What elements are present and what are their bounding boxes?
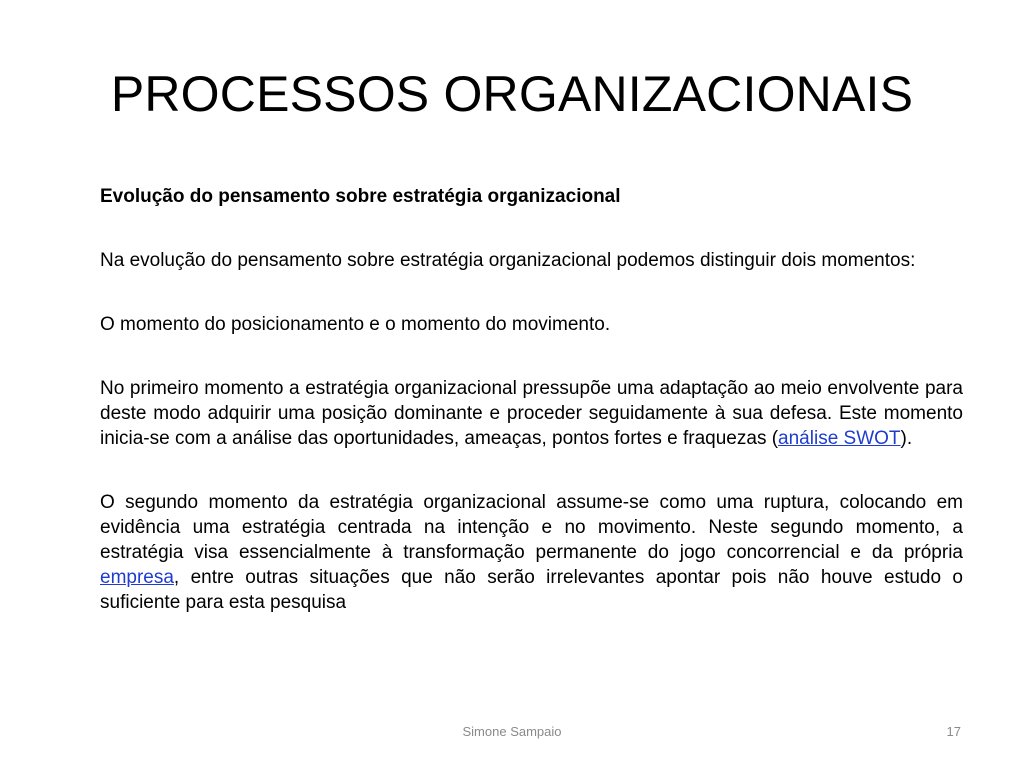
section-subtitle: Evolução do pensamento sobre estratégia organizacional [100, 186, 621, 207]
slide-content [100, 184, 963, 615]
footer-author: Simone Sampaio [462, 724, 562, 739]
paragraph-second-moment-text: O segundo momento da estratégia organizacional assume-se como uma ruptura, colocando em evidência uma estratégia centrada na intenção e no movimento. Neste segundo momento, a estratégia visa essencialmente à transformação permanente do jogo concorrencial e da própria [100, 492, 963, 563]
slide-title: PROCESSOS ORGANIZACIONAIS [110, 66, 914, 122]
paragraph-intro: Na evolução do pensamento sobre estratégia organizacional podemos distinguir dois momentos: [100, 250, 916, 271]
paragraph-moments: O momento do posicionamento e o momento do movimento. [100, 314, 611, 335]
paragraph-first-moment-text: No primeiro momento a estratégia organizacional pressupõe uma adaptação ao meio envolvente para deste modo adquirir uma posição dominante e proceder seguidamente à sua defesa. Este momento inicia-se com a análise das oportunidades, ameaças, pontos fortes e fraquezas ( [100, 378, 963, 449]
swot-analysis-link[interactable]: análise SWOT [778, 428, 901, 449]
empresa-link[interactable]: empresa [100, 567, 174, 588]
paragraph-second-moment [100, 490, 963, 615]
paragraph-second-moment-end: , entre outras situações que não serão irrelevantes apontar pois não houve estudo o suficiente para esta pesquisa [100, 567, 963, 613]
paragraph-first-moment [100, 376, 963, 451]
footer-page-number: 17 [946, 724, 961, 739]
paragraph-first-moment-end: ). [900, 428, 913, 449]
